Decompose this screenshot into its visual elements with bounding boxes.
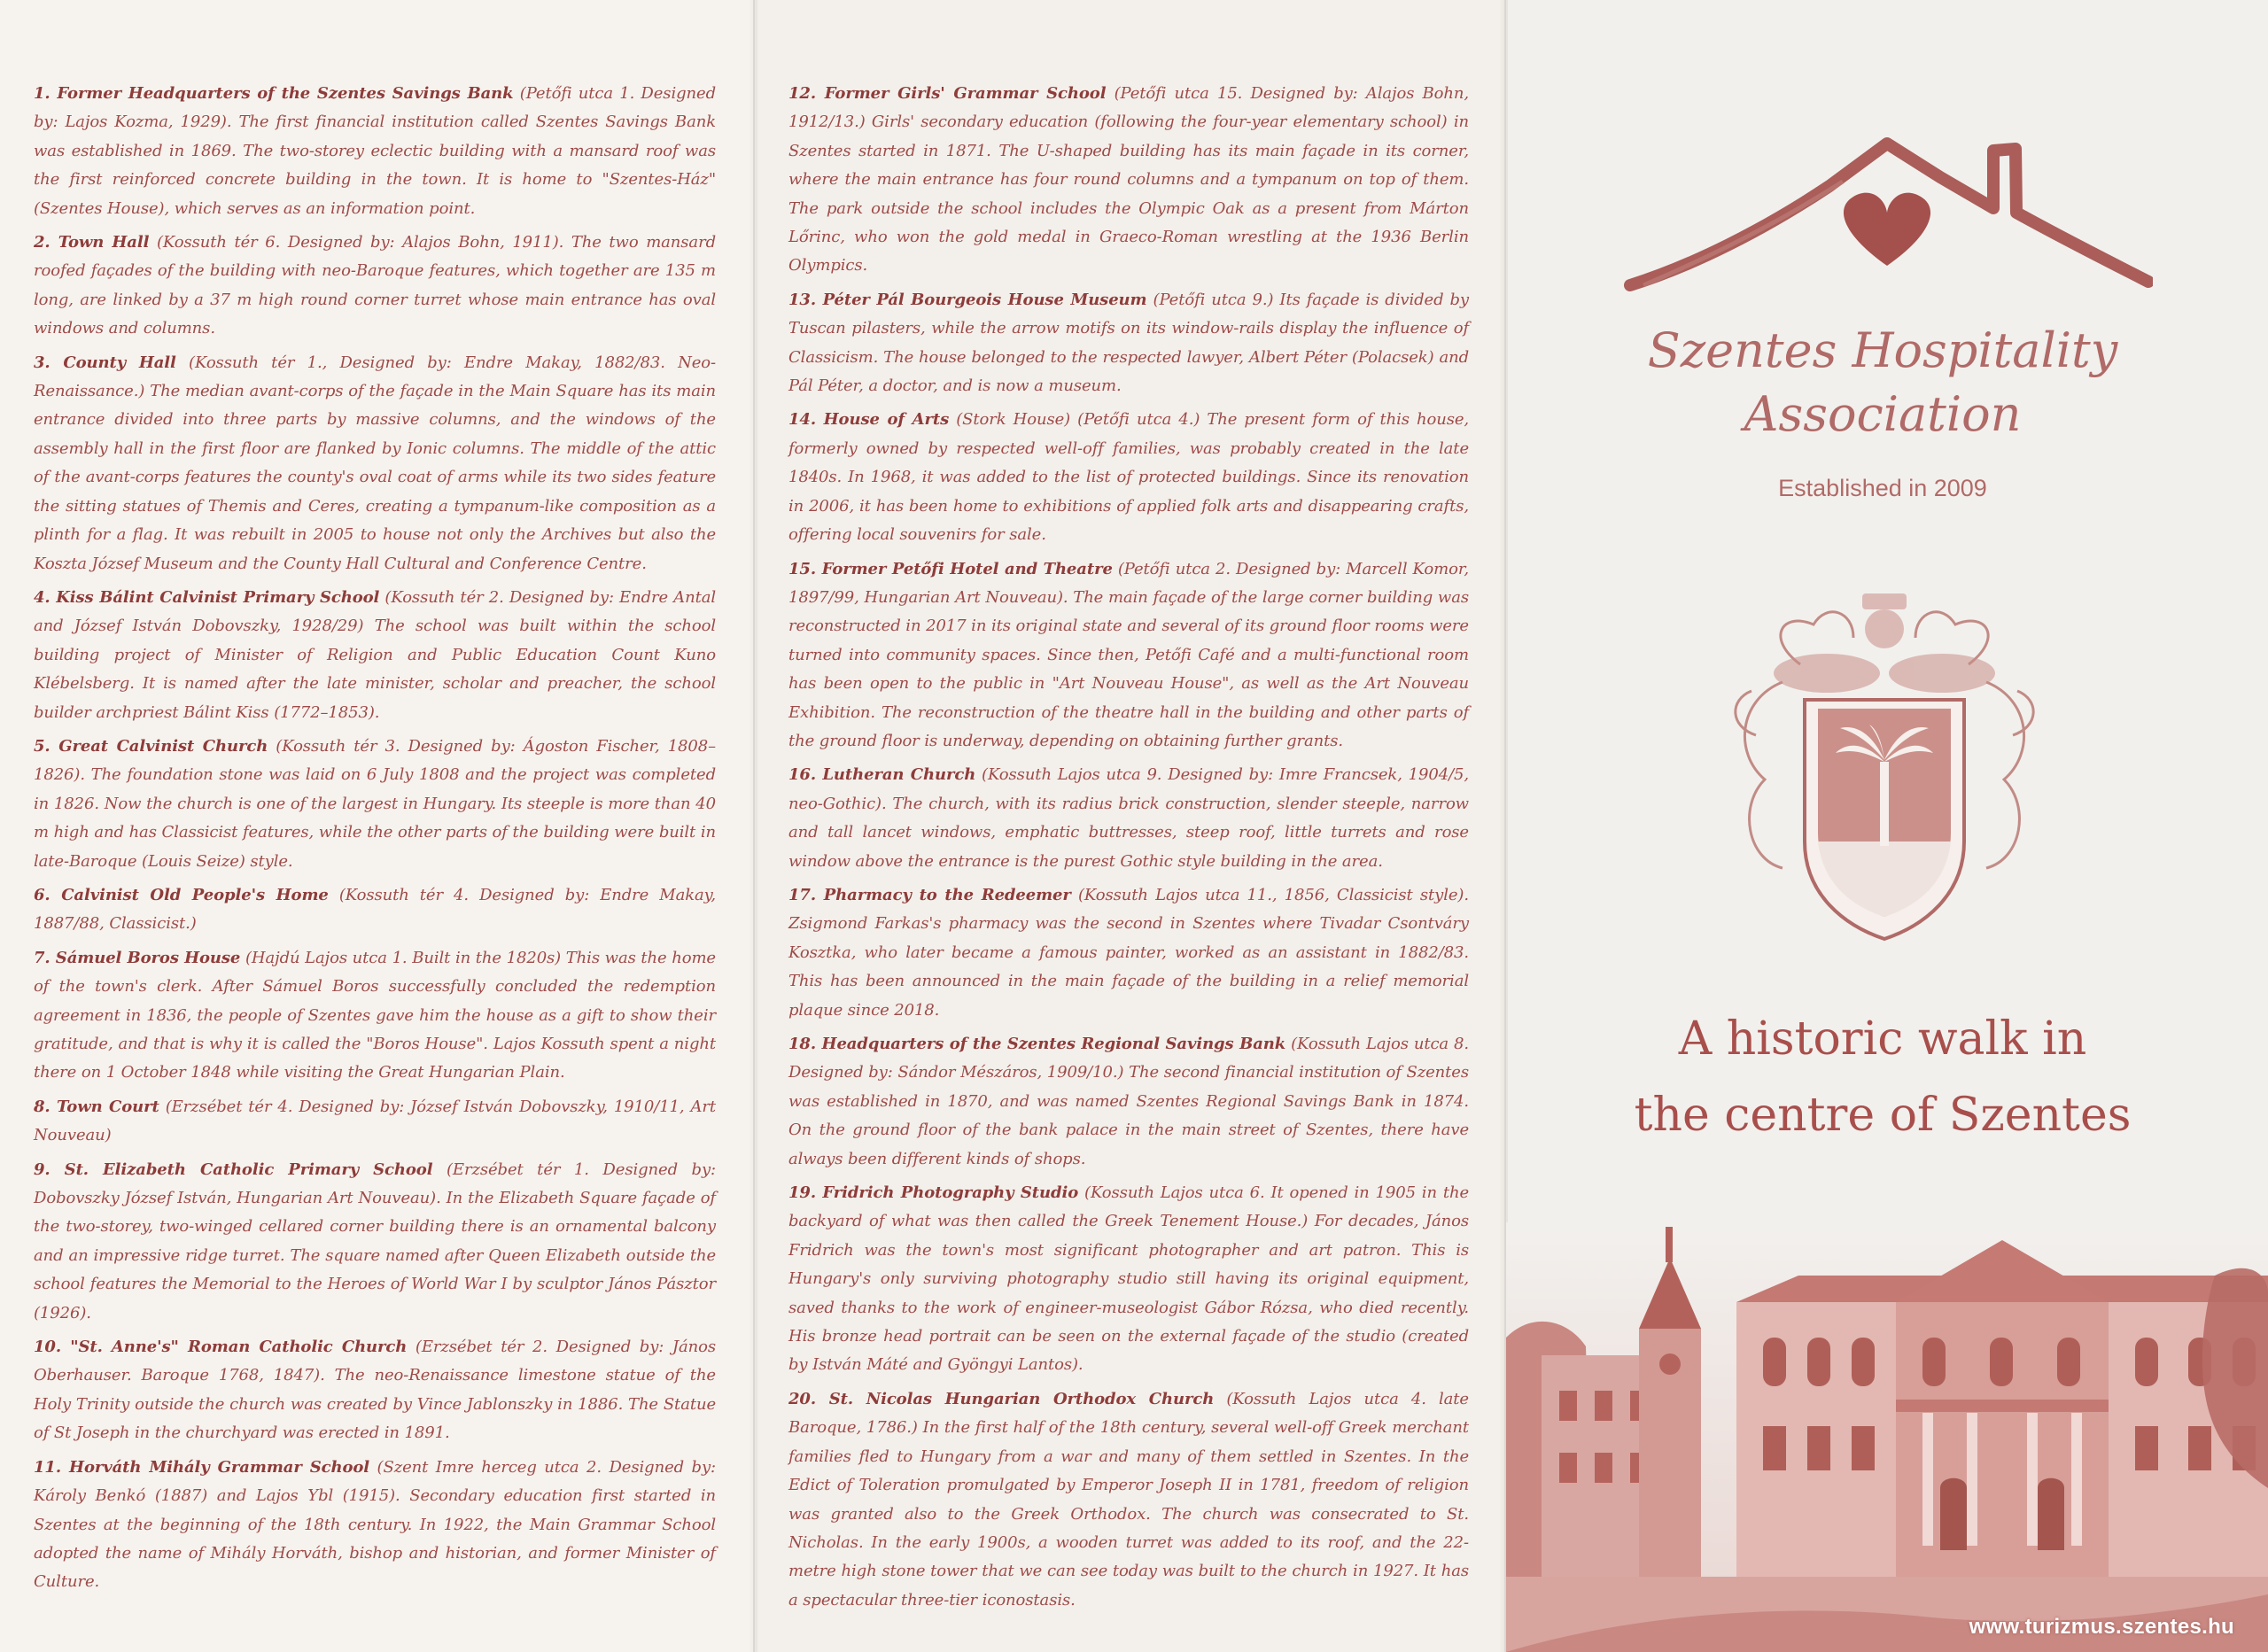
entry-body: (Erzsébet tér 2. Designed by: János Oberhauser. Baroque 1768, 1847). The neo-Renaissance limestone statue of the Holy Trinity outside the church was created by Vince Jablonszky in 1886. The Statue of St Joseph in the churchyard was erected in 1891. bbox=[34, 1338, 717, 1443]
entry-column2-5 bbox=[788, 881, 1469, 1025]
entry-body: (Erzsébet tér 1. Designed by: Dobovszky József István, Hungarian Art Nouveau). In the Elizabeth Square façade of the two-storey, two-winged cellared corner building there is an ornamental balcony and an impressive ridge turret. The square named after Queen Elizabeth outside the school features the Memorial to the Heroes of World War I by sculptor János Pásztor (1926). bbox=[34, 1160, 716, 1322]
entry-title: 2. Town Hall bbox=[34, 233, 150, 252]
entry-body: (Petőfi utca 15. Designed by: Alajos Bohn, 1912/13.) Girls' secondary education (following the four-year elementary school) in Szentes started in 1871. The U-shaped building has its main façade in its corner, where the main entrance has four round columns and a tympanum on top of them. The park outside the school includes the Olympic Oak as a present from Márton Lőrinc, who won the gold medal in Graeco-Roman wrestling at the 1936 Berlin Olympics. bbox=[788, 84, 1469, 275]
entry-body: (Petőfi utca 2. Designed by: Marcell Komor, 1897/99, Hungarian Art Nouveau). The main façade of the large corner building was reconstructed in 2017 in its original state and several of its ground floor rooms were turned into community spaces. Since then, Petőfi Café and a multi-functional room has been open to the public in "Art Nouveau House", as well as the Art Nouveau Exhibition. The reconstruction of the theatre hall in the building and other parts of the ground floor is underway, depending on obtaining further grants. bbox=[788, 559, 1469, 750]
entry-body: (Erzsébet tér 4. Designed by: József István Dobovszky, 1910/11, Art Nouveau) bbox=[34, 1097, 716, 1145]
association-name-line2: Association bbox=[1744, 386, 2022, 442]
coat-of-arms-icon bbox=[1729, 576, 2039, 948]
entry-column2-1 bbox=[788, 286, 1469, 401]
entry-column2-7 bbox=[788, 1179, 1469, 1380]
entry-body: (Kossuth tér 6. Designed by: Alajos Bohn, 1911). The two mansard roofed façades of the building with neo-Baroque features, which together are 135 m long, are linked by a 37 m high round corner turret whose main entrance has oval windows and columns. bbox=[34, 233, 716, 338]
entry-column2-0 bbox=[788, 80, 1469, 281]
entry-column2-2 bbox=[788, 406, 1469, 549]
entry-column2-3 bbox=[788, 555, 1469, 756]
entry-column1-4 bbox=[34, 733, 716, 876]
entry-column1-8 bbox=[34, 1156, 716, 1328]
entry-title: 8. Town Court bbox=[34, 1097, 159, 1116]
entry-column1-10 bbox=[34, 1454, 716, 1597]
entry-body: (Kossuth Lajos utca 6. It opened in 1905 in the backyard of what was then called the Greek Tenement House.) For decades, János Fridrich was the town's most significant photographer and art patron. This is Hungary's only surviving photography studio still having its original equipment, saved thanks to the work of engineer-museologist Gábor Rózsa, who died recently. His bronze head portrait can be seen on the external façade of the studio (created by István Máté and Gyöngyi Lantos). bbox=[788, 1183, 1469, 1375]
entry-title: 13. Péter Pál Bourgeois House Museum bbox=[788, 290, 1147, 309]
entry-column1-9 bbox=[34, 1333, 716, 1448]
website-url: www.turizmus.szentes.hu bbox=[1969, 1615, 2234, 1639]
entry-body: (Kossuth Lajos utca 8. Designed by: Sándor Mészáros, 1909/10.) The second financial institution of Szentes was established in 1870, and was named Szentes Regional Savings Bank in 1874. On the ground floor of the bank palace in the main street of Szentes, there have always been different kinds of shops. bbox=[788, 1035, 1470, 1168]
entry-column1-6 bbox=[34, 944, 716, 1088]
roof-heart-icon bbox=[1621, 133, 2153, 292]
entry-title: 18. Headquarters of the Szentes Regional Savings Bank bbox=[788, 1035, 1286, 1053]
entry-title: 11. Horváth Mihály Grammar School bbox=[34, 1457, 370, 1477]
association-name bbox=[1577, 319, 2188, 446]
text-column-middle bbox=[788, 80, 1469, 1620]
entry-body: (Kossuth tér 1., Designed by: Endre Makay, 1882/83. Neo-Renaissance.) The median avant-corps of the façade in the Main Square has its main entrance divided into three parts by massive columns, and the windows of the assembly hall in the first floor are flanked by Ionic columns. The middle of the attic of the avant-corps features the county's oval coat of arms while its two sides feature the sitting statues of Themis and Ceres, creating a tympanum-like composition as a plinth for a flag. It was rebuilt in 2005 to house not only the Archives but also the Koszta József Museum and the County Hall Cultural and Conference Centre. bbox=[34, 353, 716, 573]
entry-column1-1 bbox=[34, 229, 716, 344]
entry-title: 7. Sámuel Boros House bbox=[34, 948, 241, 967]
entry-title: 6. Calvinist Old People's Home bbox=[34, 885, 329, 904]
entry-title: 12. Former Girls' Grammar School bbox=[788, 84, 1107, 103]
entry-title: 3. County Hall bbox=[34, 353, 176, 372]
entry-body: (Stork House) (Petőfi utca 4.) The present form of this house, formerly owned by respected well-off families, was probably created in the late 1840s. In 1968, it was added to the list of protected buildings. Since its renovation in 2006, it has been home to exhibitions of applied folk arts and disappearing crafts, offering local souvenirs for sale. bbox=[788, 410, 1470, 545]
entry-body: (Kossuth Lajos utca 4. late Baroque, 1786.) In the first half of the 18th century, several well-off Greek merchant families fled to Hungary from a war and many of them settled in Szentes. In the Edict of Toleration promulgated by Emperor Joseph II in 1781, freedom of religion was granted also to the Greek Orthodox. The church was consecrated to St. Nicholas. In the early 1900s, a wooden turret was added to its roof, and the 22-metre high stone tower that we can see today was built to the church in 1927. It has a spectacular three-tier iconostasis. bbox=[788, 1389, 1469, 1609]
entry-title: 19. Fridrich Photography Studio bbox=[788, 1183, 1079, 1203]
entry-title: 14. House of Arts bbox=[788, 410, 950, 430]
entry-title: 4. Kiss Bálint Calvinist Primary School bbox=[34, 587, 380, 607]
brochure-title-line2: the centre of Szentes bbox=[1634, 1089, 2132, 1142]
town-hall-photo bbox=[1506, 1222, 2268, 1652]
entry-body: (Kossuth tér 4. Designed by: Endre Makay, 1887/88, Classicist.) bbox=[34, 885, 716, 934]
association-name-line1: Szentes Hospitality bbox=[1647, 322, 2118, 378]
entry-column2-4 bbox=[788, 761, 1469, 876]
entry-body: (Kossuth tér 3. Designed by: Ágoston Fischer, 1808–1826). The foundation stone was laid on 6 July 1808 and the project was completed in 1826. Now the church is one of the largest in Hungary. Its steeple is more than 40 m high and has Classicist features, while the other parts of the building were built in late-Baroque (Louis Seize) style. bbox=[34, 736, 717, 871]
entry-body: (Hajdú Lajos utca 1. Built in the 1820s) This was the home of the town's clerk. After Sámuel Boros successfully concluded the redemption agreement in 1836, the people of Szentes gave him the house as a gift to show their gratitude, and that is why it is called the "Boros House". Lajos Kossuth spent a night there on 1 October 1848 while visiting the Great Hungarian Plain. bbox=[34, 948, 716, 1082]
entry-body: (Kossuth Lajos utca 11., 1856, Classicist style). Zsigmond Farkas's pharmacy was the second in Szentes where Tivadar Csontváry Kosztka, who later became a famous painter, worked as an assistant in 1882/83. This has been announced in the main façade of the building in a relief memorial plaque since 2018. bbox=[788, 885, 1469, 1020]
entry-body: (Kossuth Lajos utca 9. Designed by: Imre Francsek, 1904/5, neo-Gothic). The church, with its radius brick construction, slender steeple, narrow and tall lancet windows, emphatic buttresses, steep roof, little turrets and rose window above the entrance is the purest Gothic style building in the area. bbox=[788, 765, 1470, 871]
entry-title: 16. Lutheran Church bbox=[788, 765, 976, 785]
entry-title: 20. St. Nicolas Hungarian Orthodox Church bbox=[788, 1389, 1215, 1408]
entry-column1-2 bbox=[34, 349, 716, 578]
fold-line bbox=[749, 0, 757, 1652]
entry-title: 15. Former Petőfi Hotel and Theatre bbox=[788, 559, 1113, 578]
entry-body: (Petőfi utca 9.) Its façade is divided by Tuscan pilasters, while the arrow motifs on its window-rails display the influence of Classicism. The house belonged to the respected lawyer, Albert Péter (Polacsek) and Pál Péter, a doctor, and is now a museum. bbox=[788, 290, 1470, 396]
entry-column1-3 bbox=[34, 584, 716, 727]
entry-body: (Szent Imre herceg utca 2. Designed by: Károly Benkó (1887) and Lajos Ybl (1915). Secondary education first started in Szentes at the beginning of the 18th century. In 1922, the Main Grammar School adopted the name of Mihály Horváth, bishop and historian, and former Minister of Culture. bbox=[34, 1457, 716, 1592]
entry-column2-6 bbox=[788, 1030, 1469, 1174]
entry-column2-8 bbox=[788, 1385, 1469, 1615]
established-year: Established in 2009 bbox=[1778, 475, 1987, 501]
entry-column1-0 bbox=[34, 80, 716, 223]
brochure-title-line1: A historic walk in bbox=[1678, 1012, 2087, 1066]
entry-title: 1. Former Headquarters of the Szentes Savings Bank bbox=[34, 84, 514, 103]
entry-title: 5. Great Calvinist Church bbox=[34, 736, 268, 756]
entry-column1-7 bbox=[34, 1093, 716, 1151]
entry-column1-5 bbox=[34, 881, 716, 939]
entry-title: 10. "St. Anne's" Roman Catholic Church bbox=[34, 1338, 408, 1357]
entry-title: 17. Pharmacy to the Redeemer bbox=[788, 885, 1071, 904]
brochure-title bbox=[1577, 1001, 2188, 1153]
entry-title: 9. St. Elizabeth Catholic Primary School bbox=[34, 1160, 433, 1179]
entry-body: (Kossuth tér 2. Designed by: Endre Antal and József István Dobovszky, 1928/29) The school was built within the school building project of Minister of Religion and Public Education Count Kuno Klébelsberg. It is named after the late minister, scholar and preacher, the school builder archpriest Bálint Kiss (1772–1853). bbox=[34, 587, 716, 722]
text-column-left bbox=[34, 80, 716, 1602]
entry-body: (Petőfi utca 1. Designed by: Lajos Kozma, 1929). The first financial institution called Szentes Savings Bank was established in 1869. The two-storey eclectic building with a mansard roof was the first reinforced concrete building in the town. It is home to "Szentes-Ház" (Szentes House), which serves as an information point. bbox=[34, 84, 716, 218]
